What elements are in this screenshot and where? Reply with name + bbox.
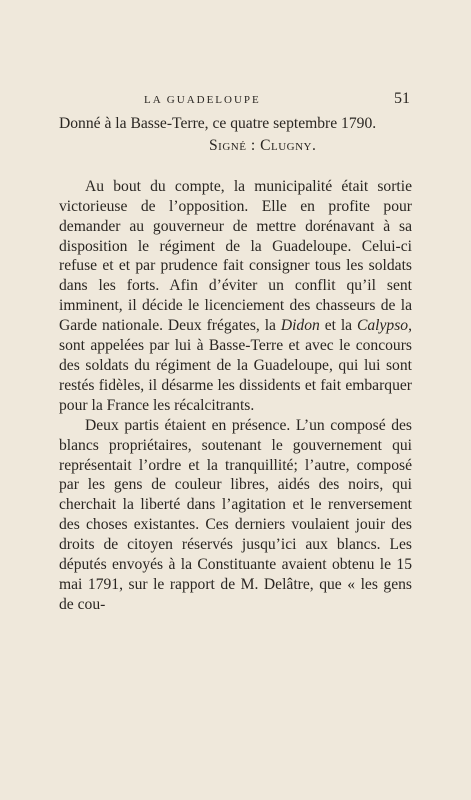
page-body — [59, 114, 412, 615]
paragraph-municipality-text-3: , sont appelées par lui à Basse-Terre et avec le concours des soldats du régiment de la Guadeloupe, qui lui sont restés fidèles, il désarme les dissidents et fait embarquer pour la France les récalcitrants. — [59, 317, 412, 414]
signature-line: Signé : Clugny. — [209, 136, 317, 154]
running-title: LA GUADELOUPE — [144, 94, 261, 106]
page-number: 51 — [394, 90, 410, 107]
closing-line: Donné à la Basse-Terre, ce quatre septembre 1790. — [59, 115, 377, 132]
paragraph-parties: Deux partis étaient en présence. L’un composé des blancs propriétaires, soutenant le gouvernement qui représentait l’ordre et la tranquillité; l’autre, composé par les gens de couleur libres, aidés des noirs, qui cherchait la liberté dans l’agitation et le renversement des choses existantes. Ces derniers voulaient jouir des droits de citoyen réservés jusqu’ici aux blancs. Les députés envoyés à la Constituante avaient obtenu le 15 mai 1791, sur le rapport de M. Delâtre, que « les gens de cou- — [59, 416, 412, 613]
paragraph-municipality — [59, 177, 412, 416]
ship-name-didon: Didon — [280, 317, 320, 335]
page-header — [58, 92, 410, 110]
paragraph-gap — [59, 156, 412, 177]
ship-name-calypso: Calypso — [356, 317, 409, 335]
paragraph-municipality-text-1: Au bout du compte, la municipalité était sortie victorieuse de l’opposition. Elle en profite pour demander au gouverneur de mettre dorénavant à sa disposition le régiment de la Guadeloupe. Celui-ci refuse et et par prudence fait consigner tous les soldats dans les forts. Afin d’éviter un conflit qu’il sent imminent, il décide le licenciement des chasseurs de la Garde nationale. Deux frégates, la — [59, 177, 412, 335]
paragraph-municipality-text-2: et la — [319, 317, 357, 335]
